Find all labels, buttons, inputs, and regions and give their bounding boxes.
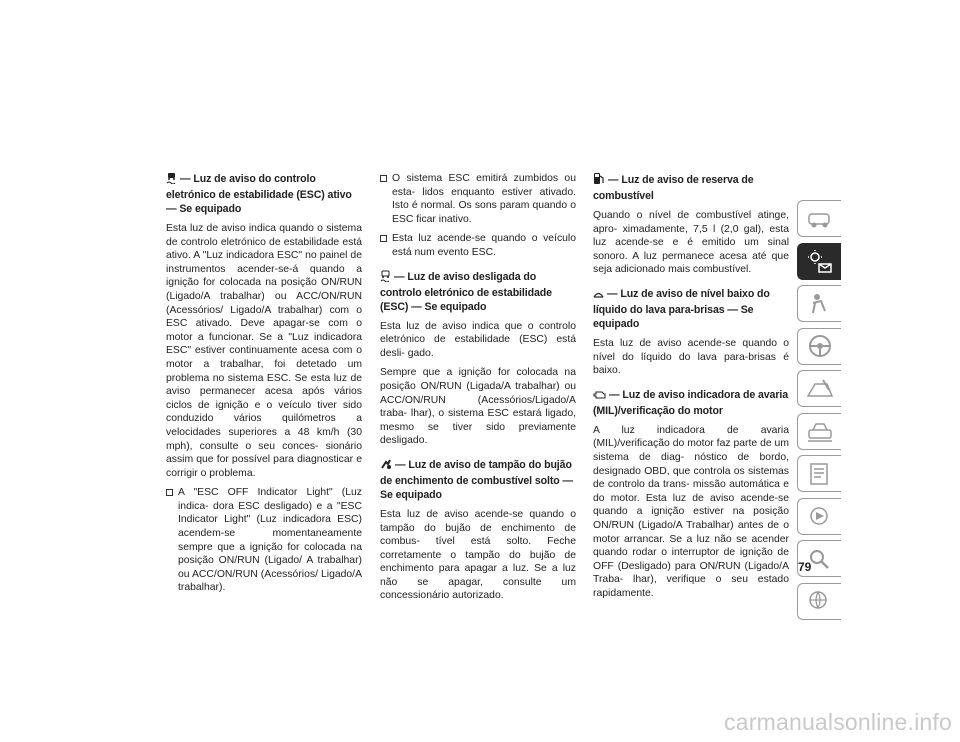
fuel-pump-icon [593, 172, 605, 189]
emergency-tab-icon [805, 376, 835, 402]
esc-off-body-2: Sempre que a ignição for colocada na posição ON/RUN (Ligada/A trabalhar) ou ACC/ON/RUN (Acessórios/Ligado/A traba- lhar), o sistema ESC estará ligado, mesmo se tiver sido previamente desligado. [380, 367, 576, 447]
tab-safety[interactable] [797, 285, 841, 322]
fuel-reserve-body: Quando o nível de combustível atinge, apro- ximadamente, 7,5 l (2,0 gal), esta luz acende-se e é emitido um sinal sonoro. A luz permanece acesa até que seja adicionado mais combustível. [593, 210, 789, 276]
fuel-cap-body: Esta luz de aviso acende-se quando o tampão do bujão de enchimento de combus- tível está solto. Feche corretamente o tampão do bujão de enchimento para apagar a luz. Se a luz não se apagar, consulte um concessionário autorizado. [380, 508, 576, 602]
esc-off-icon [380, 270, 391, 286]
esc-active-bullet [166, 486, 362, 595]
fuel-reserve-heading [593, 172, 789, 203]
esc-off-heading [380, 270, 576, 314]
check-engine-icon [593, 390, 606, 404]
mil-heading-text: — Luz de aviso indicadora de avaria (MIL)/verificação do motor [593, 388, 789, 417]
tab-emergency[interactable] [797, 370, 841, 407]
bullet-box-icon [380, 175, 387, 182]
column-right [593, 172, 789, 606]
esc-event-bullet [380, 232, 576, 259]
safety-tab-icon [805, 291, 835, 317]
page-number: 79 [798, 560, 812, 574]
washer-fluid-icon [593, 289, 604, 303]
column-left [166, 172, 362, 601]
tab-specifications[interactable] [797, 455, 841, 492]
column-middle [380, 172, 576, 609]
tab-service[interactable] [797, 413, 841, 450]
instrument-panel-tab-icon [805, 248, 835, 274]
esc-active-body: Esta luz de aviso indica quando o sistema de controlo eletrónico de estabilidade está ativo. A "Luz indicadora ESC" no painel de instrumentos acender-se-á quando a ignição for colocada na posição ON/RUN (Ligado/A trabalhar) ou ACC/ON/RUN (Acessórios/ Ligado/A trabalhar) com o ESC ativado. Deve apagar-se com o motor a funcionar. Se a "Luz indicadora ESC" estiver continuamente acesa com o motor a trabalhar, foi detetado um problema no sistema ESC. Se esta luz de aviso permanecer acesa após vários ciclos de ignição e o veículo tiver sido conduzido vários quilómetros a velocidades superiores a 48 km/h (30 mph), consulte o seu conces- sionário assim que for possível para diagnosticar e corrigir o problema. [166, 223, 362, 479]
steering-wheel-tab-icon [805, 333, 835, 359]
bullet-box-icon [166, 489, 173, 496]
tab-multimedia[interactable] [797, 498, 841, 535]
esc-active-heading-text: — Luz de aviso do controlo eletrónico de estabilidade (ESC) ativo — Se equipado [166, 173, 352, 215]
mil-body: A luz indicadora de avaria (MIL)/verificação do motor faz parte de um sistema de diag- nóstico de bordo, designado OBD, que controla os sistemas de controlo da trans- missão automática e do motor. Esta luz de aviso acende-se quando a ignição estiver na posição ON/RUN (Ligado/A Trabalhar) antes de o motor arrancar. Se a luz não se acender quando rodar o interruptor de ignição de OFF (Desligado) para ON/RUN (Ligado/A Traba- lhar), verifique o seu estado rapidamente. [593, 424, 789, 599]
esc-skid-icon [166, 172, 177, 188]
bullet-box-icon [380, 235, 387, 242]
washer-fluid-body: Esta luz de aviso acende-se quando o nível do líquido do lava para-brisas é baixo. [593, 337, 789, 377]
esc-sound-bullet [380, 172, 576, 226]
washer-fluid-heading-text: — Luz de aviso de nível baixo do líquido do lava para-brisas — Se equipado [593, 287, 770, 330]
washer-fluid-heading [593, 287, 789, 331]
esc-active-bullet-text: A "ESC OFF Indicator Light" (Luz indica- dora ESC desligado) e a "ESC Indicator Light" (Luz indicadora ESC) acendem-se momentaneamente sempre que a ignição for colocada na posição ON/RUN (Ligado/ A trabalhar) ou ACC/ON/RUN (Acessórios/ Ligado/A trabalhar). [178, 487, 362, 594]
specifications-tab-icon [805, 461, 835, 487]
languages-tab-icon [805, 588, 835, 614]
esc-event-bullet-text: Esta luz acende-se quando o veículo está num evento ESC. [392, 233, 576, 258]
esc-active-heading [166, 172, 362, 216]
watermark-text: carmanualsonline.info [724, 709, 952, 735]
loose-fuel-cap-icon [380, 458, 392, 474]
multimedia-tab-icon [805, 503, 835, 529]
vehicle-info-tab-icon [805, 206, 835, 232]
fuel-cap-heading-text: — Luz de aviso de tampão do bujão de enchimento de combustível solto — Se equipado [380, 458, 574, 501]
fuel-cap-heading [380, 458, 576, 502]
tab-steering[interactable] [797, 328, 841, 365]
esc-sound-bullet-text: O sistema ESC emitirá zumbidos ou esta- lidos enquanto estiver ativado. Isto é normal. Os sons param quando o ESC ficar inativo. [392, 173, 576, 225]
service-tab-icon [805, 418, 835, 444]
fuel-reserve-heading-text: — Luz de aviso de reserva de combustível [593, 174, 754, 202]
tab-instrument-panel[interactable] [797, 243, 841, 280]
esc-off-body-1: Esta luz de aviso indica que o controlo eletrónico de estabilidade (ESC) está desli- gado. [380, 320, 576, 359]
tab-languages[interactable] [797, 583, 841, 620]
esc-off-heading-text: — Luz de aviso desligada do controlo eletrónico de estabilidade (ESC) — Se equipado [380, 270, 552, 313]
mil-heading [593, 388, 789, 418]
tab-vehicle-info[interactable] [797, 200, 841, 237]
